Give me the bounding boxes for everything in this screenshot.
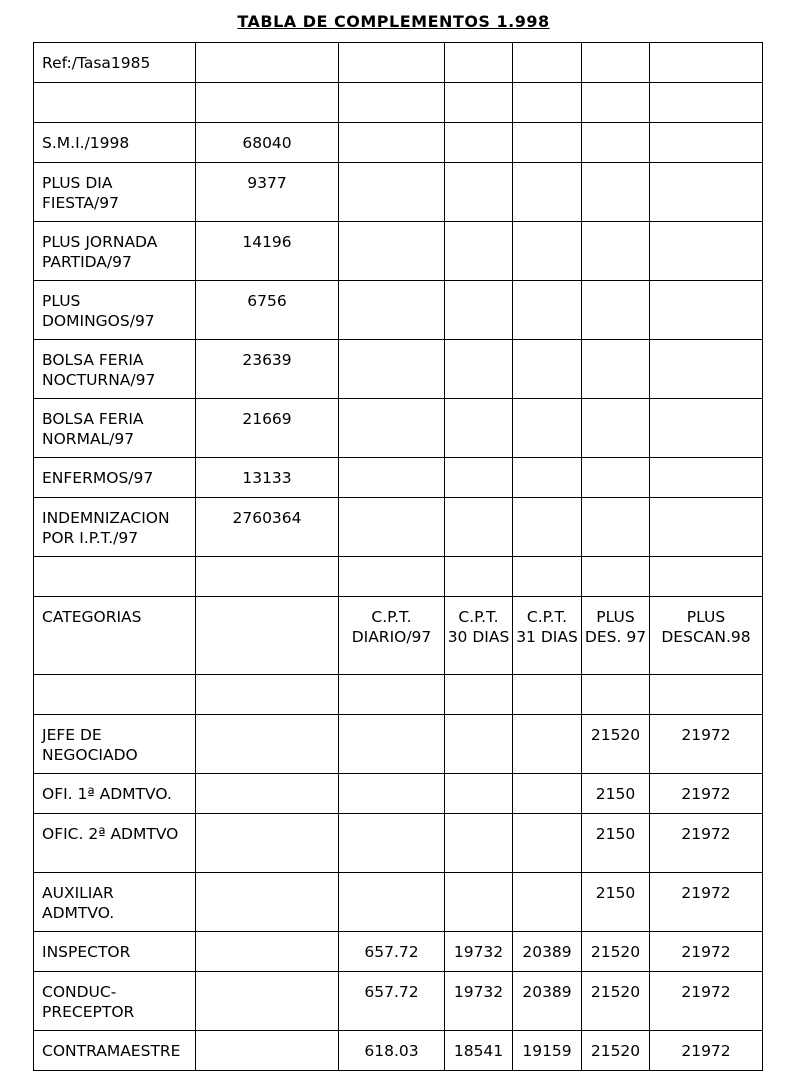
- cell-30: [445, 715, 513, 774]
- rate-label: INDEMNIZACION POR I.P.T./97: [34, 498, 196, 557]
- col-header-diario: C.P.T. DIARIO/97: [339, 597, 445, 675]
- rate-label: BOLSA FERIA NOCTURNA/97: [34, 340, 196, 399]
- cell-30: [445, 873, 513, 932]
- cell-plus-des: 2150: [582, 774, 650, 814]
- rate-value: 21669: [196, 399, 339, 458]
- cell-plus-des: 21520: [582, 932, 650, 972]
- empty-row: [34, 83, 763, 123]
- ref-label: Ref:/Tasa1985: [34, 43, 196, 83]
- col-header-plus-descan: PLUS DESCAN.98: [650, 597, 763, 675]
- cell-plus-des: 21520: [582, 715, 650, 774]
- cell-plus-descan: 21972: [650, 715, 763, 774]
- category-name: OFI. 1ª ADMTVO.: [34, 774, 196, 814]
- rate-value: 14196: [196, 222, 339, 281]
- category-name: JEFE DE NEGOCIADO: [34, 715, 196, 774]
- page-title: TABLA DE COMPLEMENTOS 1.998: [237, 12, 550, 31]
- cell-plus-des: 21520: [582, 1031, 650, 1071]
- col-header-31: C.P.T. 31 DIAS: [513, 597, 582, 675]
- cell-31: [513, 814, 582, 873]
- cell-plus-descan: 21972: [650, 873, 763, 932]
- cell-plus-des: 2150: [582, 814, 650, 873]
- rate-row: [34, 222, 763, 281]
- rate-row: [34, 340, 763, 399]
- cell-30: 19732: [445, 972, 513, 1031]
- col-header-30: C.P.T. 30 DIAS: [445, 597, 513, 675]
- empty-row: [34, 557, 763, 597]
- cell-31: 20389: [513, 932, 582, 972]
- category-name: CONTRAMAESTRE: [34, 1031, 196, 1071]
- cell-30: [445, 814, 513, 873]
- col-header-plus-des: PLUS DES. 97: [582, 597, 650, 675]
- cell-diario: 657.72: [339, 972, 445, 1031]
- cell-diario: [339, 774, 445, 814]
- rate-value: 6756: [196, 281, 339, 340]
- cell-31: 19159: [513, 1031, 582, 1071]
- rate-value: 23639: [196, 340, 339, 399]
- category-row: [34, 774, 763, 814]
- category-row: [34, 873, 763, 932]
- category-name: AUXILIAR ADMTVO.: [34, 873, 196, 932]
- cell-diario: [339, 715, 445, 774]
- rate-label: PLUS JORNADA PARTIDA/97: [34, 222, 196, 281]
- rate-value: 9377: [196, 163, 339, 222]
- category-name: OFIC. 2ª ADMTVO: [34, 814, 196, 873]
- cell-plus-descan: 21972: [650, 932, 763, 972]
- rate-row: [34, 163, 763, 222]
- complements-table: [33, 42, 763, 1071]
- category-row: [34, 715, 763, 774]
- cell-31: [513, 774, 582, 814]
- cell-31: 20389: [513, 972, 582, 1031]
- cell-plus-descan: 21972: [650, 774, 763, 814]
- rate-row: [34, 123, 763, 163]
- cell-31: [513, 715, 582, 774]
- category-row: [34, 1031, 763, 1071]
- rate-value: 2760364: [196, 498, 339, 557]
- category-row: [34, 932, 763, 972]
- rate-row: [34, 281, 763, 340]
- rate-row: [34, 458, 763, 498]
- cell-plus-descan: 21972: [650, 814, 763, 873]
- category-name: INSPECTOR: [34, 932, 196, 972]
- rate-label: PLUS DIA FIESTA/97: [34, 163, 196, 222]
- rate-label: BOLSA FERIA NORMAL/97: [34, 399, 196, 458]
- rate-value: 68040: [196, 123, 339, 163]
- cell-31: [513, 873, 582, 932]
- cell-plus-des: 2150: [582, 873, 650, 932]
- empty-row: [34, 675, 763, 715]
- category-row: [34, 814, 763, 873]
- category-row: [34, 972, 763, 1031]
- cell-30: 18541: [445, 1031, 513, 1071]
- cell-30: [445, 774, 513, 814]
- cell-plus-descan: 21972: [650, 1031, 763, 1071]
- cell-diario: 618.03: [339, 1031, 445, 1071]
- cell-diario: [339, 873, 445, 932]
- category-name: CONDUC-PRECEPTOR: [34, 972, 196, 1031]
- cell-diario: [339, 814, 445, 873]
- category-header-row: [34, 597, 763, 675]
- category-header-label: CATEGORIAS: [34, 597, 196, 675]
- cell-diario: 657.72: [339, 932, 445, 972]
- rate-label: S.M.I./1998: [34, 123, 196, 163]
- ref-row: [34, 43, 763, 83]
- rate-label: PLUS DOMINGOS/97: [34, 281, 196, 340]
- rate-label: ENFERMOS/97: [34, 458, 196, 498]
- rate-row: [34, 399, 763, 458]
- cell-plus-descan: 21972: [650, 972, 763, 1031]
- rate-value: 13133: [196, 458, 339, 498]
- rate-row: [34, 498, 763, 557]
- cell-30: 19732: [445, 932, 513, 972]
- cell-plus-des: 21520: [582, 972, 650, 1031]
